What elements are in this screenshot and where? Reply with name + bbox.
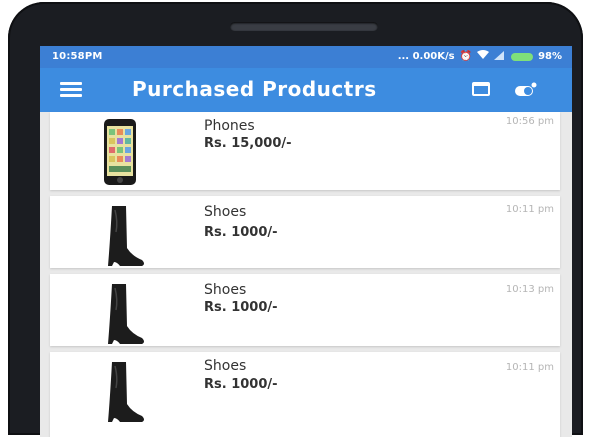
purchase-time: 10:11 pm — [505, 362, 554, 373]
purchase-time: 10:13 pm — [505, 284, 554, 295]
window-icon[interactable] — [472, 82, 490, 96]
toggle-icon[interactable] — [514, 82, 538, 98]
menu-icon[interactable] — [60, 82, 82, 98]
boot-icon — [90, 202, 150, 272]
product-price: Rs. 1000/- — [204, 225, 278, 240]
list-item[interactable] — [50, 274, 560, 346]
purchase-time: 10:56 pm — [505, 116, 554, 127]
phone-speaker — [230, 22, 378, 31]
status-time: 10:58PM — [52, 51, 103, 62]
product-name: Phones — [204, 118, 255, 134]
phone-icon — [90, 118, 150, 188]
phone-screen — [40, 46, 572, 437]
purchase-time: 10:11 pm — [505, 204, 554, 215]
product-name: Shoes — [204, 204, 247, 220]
product-list — [40, 112, 572, 437]
status-bar — [40, 46, 572, 68]
network-speed: ... 0.00K/s — [397, 51, 455, 62]
wifi-icon — [477, 50, 489, 63]
signal-icon — [494, 51, 504, 63]
status-indicators — [398, 50, 562, 63]
battery-icon — [511, 53, 533, 61]
product-price: Rs. 1000/- — [204, 300, 278, 315]
page-title: Purchased Productrs — [132, 77, 377, 101]
list-item[interactable] — [50, 196, 560, 268]
product-name: Shoes — [204, 282, 247, 298]
product-price: Rs. 15,000/- — [204, 136, 292, 151]
boot-icon — [90, 280, 150, 350]
product-name: Shoes — [204, 358, 247, 374]
product-price: Rs. 1000/- — [204, 377, 278, 392]
app-bar — [40, 68, 572, 112]
list-item[interactable] — [50, 352, 560, 437]
phone-frame — [8, 2, 583, 435]
list-item[interactable] — [50, 112, 560, 190]
battery-percent: 98% — [538, 51, 562, 62]
boot-icon — [90, 358, 150, 428]
alarm-icon: ⏰ — [459, 51, 473, 62]
